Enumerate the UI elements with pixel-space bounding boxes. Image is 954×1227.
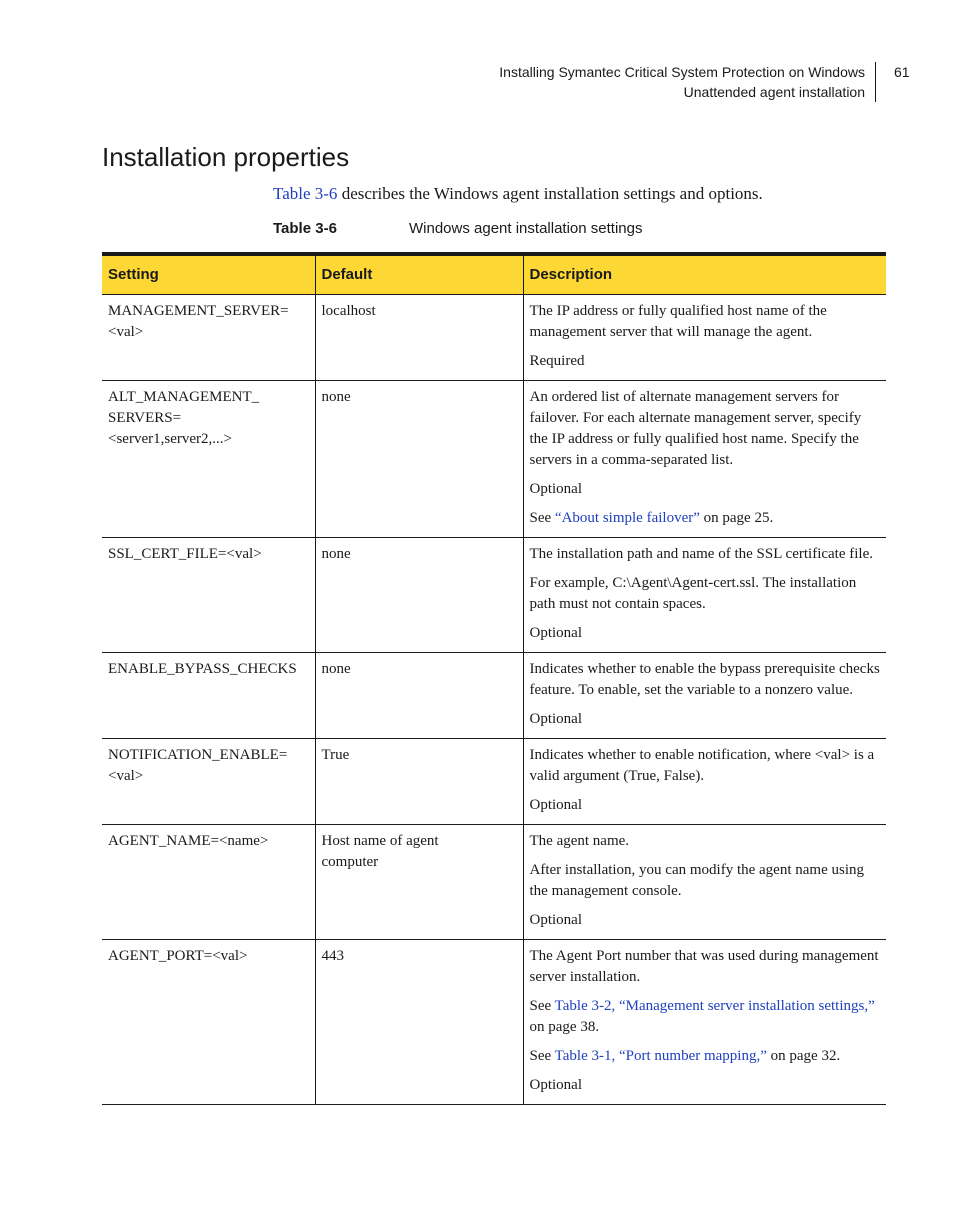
cross-reference-link[interactable]: Table 3-1, “Port number mapping,” xyxy=(554,1048,767,1064)
description-cell xyxy=(523,381,886,538)
description-paragraph: After installation, you can modify the agent name using the management console. xyxy=(529,862,864,899)
table-row xyxy=(102,653,886,739)
header-default: Default xyxy=(315,254,523,295)
cross-reference-link[interactable]: “About simple failover” xyxy=(554,510,700,526)
setting-cell: AGENT_PORT=<val> xyxy=(102,940,315,1105)
description-paragraph: The agent name. xyxy=(529,833,630,849)
section-title: Unattended agent installation xyxy=(683,84,865,100)
description-paragraph: Optional xyxy=(529,912,582,928)
table-row xyxy=(102,295,886,381)
description-paragraph: The Agent Port number that was used during management server installation. xyxy=(529,948,879,985)
default-cell: none xyxy=(315,381,523,538)
description-paragraph: Optional xyxy=(529,711,582,727)
default-cell: 443 xyxy=(315,940,523,1105)
description-paragraph: Optional xyxy=(529,797,582,813)
description-paragraph: Optional xyxy=(529,1077,582,1093)
page-reference: on page 25. xyxy=(699,510,774,526)
description-paragraph: Indicates whether to enable the bypass prerequisite checks feature. To enable, set the variable to a nonzero value. xyxy=(529,661,880,698)
setting-cell: NOTIFICATION_ENABLE= <val> xyxy=(102,739,315,825)
table-reference-link[interactable]: Table 3-6 xyxy=(273,184,338,203)
description-paragraph: Required xyxy=(529,353,585,369)
description-paragraph xyxy=(530,508,881,529)
setting-cell: ENABLE_BYPASS_CHECKS xyxy=(102,653,315,739)
settings-table xyxy=(102,252,886,1105)
see-prefix: See xyxy=(529,998,555,1014)
default-cell: True xyxy=(315,739,523,825)
description-paragraph: Optional xyxy=(529,625,582,641)
description-paragraph: Optional xyxy=(529,481,582,497)
setting-cell: SSL_CERT_FILE=<val> xyxy=(102,538,315,653)
description-paragraph xyxy=(530,996,881,1038)
cross-reference-link[interactable]: Table 3-2, “Management server installation settings,” xyxy=(554,998,875,1014)
description-paragraph: The installation path and name of the SSL certificate file. xyxy=(529,546,873,562)
header-description: Description xyxy=(523,254,886,295)
description-cell xyxy=(523,653,886,739)
table-row xyxy=(102,940,886,1105)
see-prefix: See xyxy=(529,1048,555,1064)
running-header xyxy=(499,62,876,102)
page-reference: on page 38. xyxy=(529,1019,600,1035)
see-prefix: See xyxy=(529,510,555,526)
setting-cell: AGENT_NAME=<name> xyxy=(102,825,315,940)
intro-paragraph xyxy=(273,184,763,204)
table-row xyxy=(102,825,886,940)
description-cell xyxy=(523,538,886,653)
table-row xyxy=(102,381,886,538)
description-paragraph: For example, C:\Agent\Agent-cert.ssl. The installation path must not contain spaces. xyxy=(529,575,857,612)
default-cell: localhost xyxy=(315,295,523,381)
default-cell: none xyxy=(315,538,523,653)
table-number: Table 3-6 xyxy=(273,220,337,237)
page-reference: on page 32. xyxy=(766,1048,841,1064)
table-header-row xyxy=(102,254,886,295)
description-cell xyxy=(523,739,886,825)
description-cell xyxy=(523,825,886,940)
setting-cell: ALT_MANAGEMENT_ SERVERS= <server1,server2,...> xyxy=(102,381,315,538)
table-body xyxy=(102,295,886,1105)
table-row xyxy=(102,538,886,653)
description-paragraph: The IP address or fully qualified host name of the management server that will manage the agent. xyxy=(529,303,827,340)
table-caption xyxy=(273,220,642,237)
header-setting: Setting xyxy=(102,254,315,295)
table-row xyxy=(102,739,886,825)
table-title: Windows agent installation settings xyxy=(409,220,643,237)
description-cell xyxy=(523,940,886,1105)
default-cell: none xyxy=(315,653,523,739)
description-cell xyxy=(523,295,886,381)
intro-text: describes the Windows agent installation settings and options. xyxy=(337,184,763,203)
description-paragraph xyxy=(530,1046,881,1067)
chapter-title: Installing Symantec Critical System Protection on Windows xyxy=(499,64,865,80)
page-number: 61 xyxy=(894,64,910,80)
section-heading: Installation properties xyxy=(102,142,350,172)
description-paragraph: An ordered list of alternate management servers for failover. For each alternate management server, specify the IP address or fully qualified host name. Specify the servers in a comma-separated list. xyxy=(529,389,862,468)
description-paragraph: Indicates whether to enable notification, where <val> is a valid argument (True, False). xyxy=(529,747,875,784)
default-cell: Host name of agent computer xyxy=(315,825,523,940)
setting-cell: MANAGEMENT_SERVER= <val> xyxy=(102,295,315,381)
